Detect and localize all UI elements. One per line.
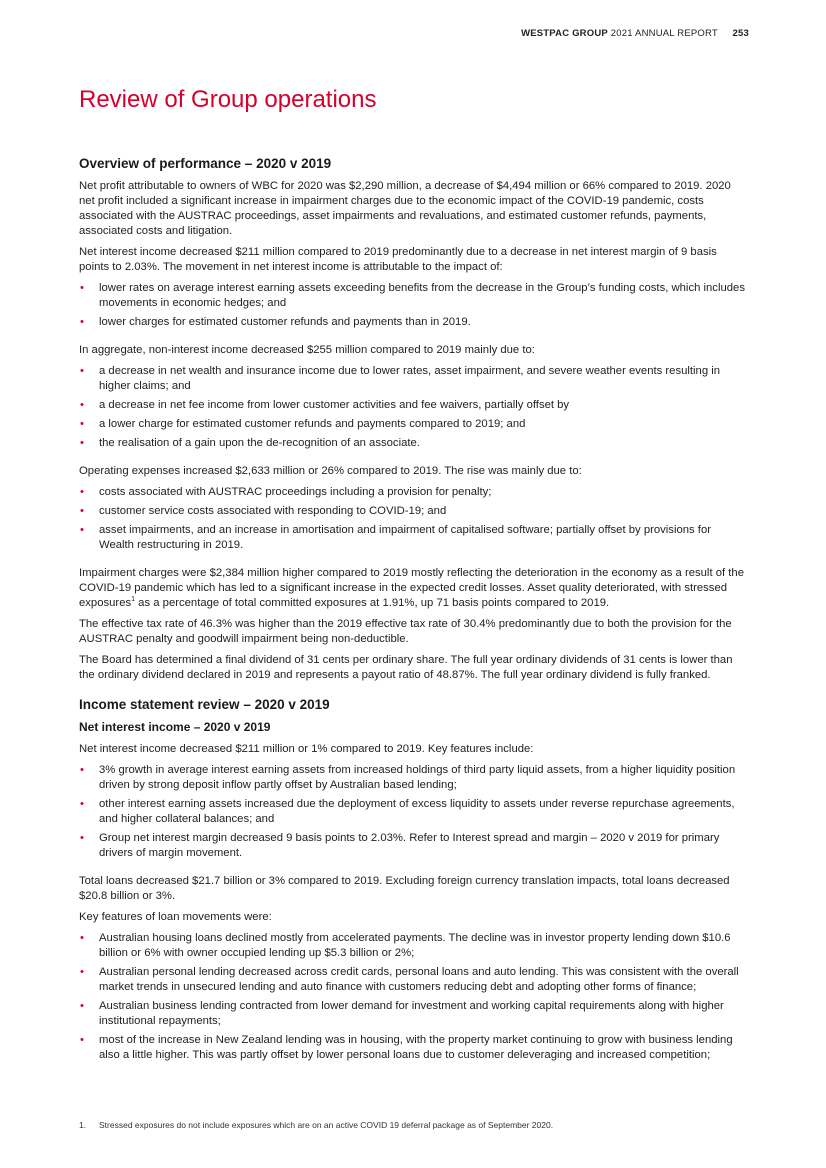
main-content xyxy=(79,156,749,1076)
loan-bullet-list xyxy=(79,931,749,1063)
list-item: • other interest earning assets increased due the deployment of excess liquidity to assets under reverse repurchase agreements, and higher collateral balances; and xyxy=(79,797,749,827)
nonii-bullet-list xyxy=(79,364,749,451)
income-paragraph: Net interest income decreased $211 million or 1% compared to 2019. Key features include: xyxy=(79,743,534,755)
footnote-text: Stressed exposures do not include exposures which are on an active COVID 19 deferral package as of September 2020. xyxy=(99,1120,554,1130)
income-heading: Income statement review – 2020 v 2019 xyxy=(79,697,330,712)
list-item: • lower rates on average interest earning assets exceeding benefits from the decrease in the Group’s funding costs, which includes movements in economic hedges; and xyxy=(79,281,749,311)
impairment-text-a: Impairment charges were $2,384 million higher compared to 2019 mostly reflecting the deterioration in the economy as a result of the COVID-19 pandemic which has led to a significant increase in the expected credit losses. Asset quality deteriorated, with stressed exposures xyxy=(79,567,744,609)
overview-heading: Overview of performance – 2020 v 2019 xyxy=(79,156,332,171)
income-subheading: Net interest income – 2020 v 2019 xyxy=(79,720,271,734)
list-item: • lower charges for estimated customer refunds and payments than in 2019. xyxy=(79,315,749,330)
page-header xyxy=(521,28,749,39)
footnote-marker: 1 xyxy=(131,596,136,604)
impairment-paragraph xyxy=(79,566,749,611)
income-bullet-list xyxy=(79,763,749,861)
list-item: • 3% growth in average interest earning assets from increased holdings of third party liquid assets, from a higher liquidity position driven by strong deposit inflow partly offset by Australian based lending; xyxy=(79,763,749,793)
overview-paragraph: The effective tax rate of 46.3% was higher than the 2019 effective tax rate of 30.4% predominantly due to both the provision for the AUSTRAC penalty and goodwill impairment being non-deductible. xyxy=(79,618,732,645)
list-item: • a decrease in net fee income from lower customer activities and fee waivers, partially offset by xyxy=(79,398,749,413)
list-item: • costs associated with AUSTRAC proceedings including a provision for penalty; xyxy=(79,485,749,500)
list-item: • the realisation of a gain upon the de-recognition of an associate. xyxy=(79,436,749,451)
overview-paragraph: The Board has determined a final dividend of 31 cents per ordinary share. The full year ordinary dividends of 31 cents is lower than the ordinary dividend declared in 2019 and represents a payout ratio of 48.87%. The full year ordinary dividend is fully franked. xyxy=(79,654,733,681)
list-item: • most of the increase in New Zealand lending was in housing, with the property market continuing to grow with business lending also a little higher. This was partly offset by lower personal loans due to customer deleveraging and increased competition; xyxy=(79,1033,749,1063)
page-number: 253 xyxy=(732,28,749,39)
overview-paragraph: Net interest income decreased $211 million compared to 2019 predominantly due to a decrease in net interest margin of 9 basis points to 2.03%. The movement in net interest income is attributable to the impact of: xyxy=(79,246,717,273)
header-report: 2021 ANNUAL REPORT xyxy=(610,28,718,39)
overview-paragraph: In aggregate, non-interest income decreased $255 million compared to 2019 mainly due to: xyxy=(79,344,535,356)
overview-paragraph: Net profit attributable to owners of WBC for 2020 was $2,290 million, a decrease of $4,494 million or 66% compared to 2019. 2020 net profit included a significant increase in impairment charges due to the economic impact of the COVID-19 pandemic, costs associated with the AUSTRAC proceedings, asset impairments and revaluations, and estimated customer refunds, payments, associated costs and litigation. xyxy=(79,180,731,237)
list-item: • Australian business lending contracted from lower demand for investment and working capital requirements along with higher institutional repayments; xyxy=(79,999,749,1029)
income-paragraph: Total loans decreased $21.7 billion or 3% compared to 2019. Excluding foreign currency translation impacts, total loans decreased $20.8 billion or 3%. xyxy=(79,875,730,902)
list-item: • customer service costs associated with responding to COVID-19; and xyxy=(79,504,749,519)
overview-paragraph: Operating expenses increased $2,633 million or 26% compared to 2019. The rise was mainly due to: xyxy=(79,465,582,477)
impairment-text-b: as a percentage of total committed exposures at 1.91%, up 71 basis points compared to 2019. xyxy=(135,597,610,609)
list-item: • Australian housing loans declined mostly from accelerated payments. The decline was in investor property lending down $10.6 billion or 6% with owner occupied lending up $5.3 billion or 2%; xyxy=(79,931,749,961)
header-brand: WESTPAC GROUP xyxy=(521,28,608,39)
footnote xyxy=(79,1120,553,1130)
income-paragraph: Key features of loan movements were: xyxy=(79,911,272,923)
list-item: • Australian personal lending decreased across credit cards, personal loans and auto lending. This was consistent with the overall market trends in unsecured lending and auto finance with customers reducing debt and adopting other forms of finance; xyxy=(79,965,749,995)
page-title: Review of Group operations xyxy=(79,86,377,113)
opex-bullet-list xyxy=(79,485,749,553)
footnote-number: 1. xyxy=(79,1120,87,1130)
nii-bullet-list xyxy=(79,281,749,330)
list-item: • asset impairments, and an increase in amortisation and impairment of capitalised software; partially offset by provisions for Wealth restructuring in 2019. xyxy=(79,523,749,553)
list-item: • a decrease in net wealth and insurance income due to lower rates, asset impairment, and severe weather events resulting in higher claims; and xyxy=(79,364,749,394)
list-item: • a lower charge for estimated customer refunds and payments compared to 2019; and xyxy=(79,417,749,432)
list-item: • Group net interest margin decreased 9 basis points to 2.03%. Refer to Interest spread and margin – 2020 v 2019 for primary drivers of margin movement. xyxy=(79,831,749,861)
